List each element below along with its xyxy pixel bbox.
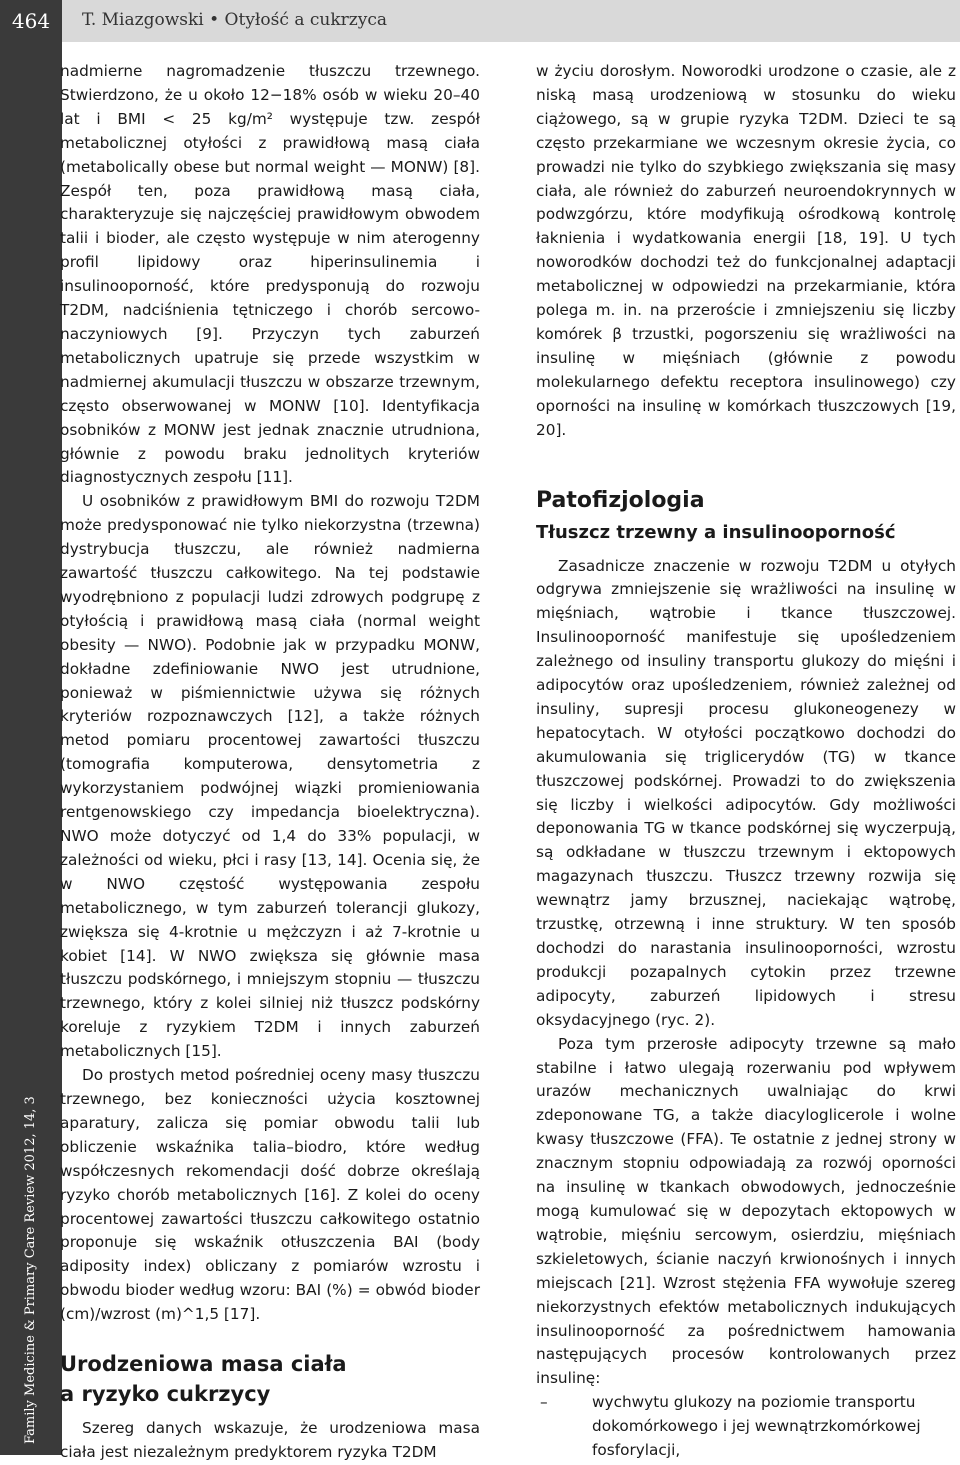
section-heading-line: a ryzyko cukrzycy [60, 1382, 271, 1407]
section-heading [60, 1349, 480, 1409]
right-column [536, 60, 956, 1463]
section-heading: Patofizjologia [536, 487, 705, 513]
paragraph: U osobników z prawidłowym BMI do rozwoju T2DM może predysponować nie tylko niekorzystna (trzewna) dystrybucja tłuszczu, ale również nadmierna zawartość tłuszczu całkowitego. Na tej podstawie wyodrębniono z populacji ludzi zdrowych podgrupę z otyłością i prawidłową masą ciała (normal weight obesity — NWO). Podobnie jak w przypadku MONW, dokładne zdefiniowanie NWO jest utrudnione, ponieważ w piśmiennictwie używa się różnych kryteriów rozpoznawczych [12], a także różnych metod pomiaru procentowej zawartości tłuszczu (tomografia komputerowa, densytometria z wykorzystaniem podwójnej wiązki promieniowania rentgenowskiego czy impedancja bioelektryczna). NWO może dotyczyć od 1,4 do 33% populacji, w zależności od wieku, płci i rasy [13, 14]. Ocenia się, że w NWO częstość występowania zespołu metabolicznego, w tym zaburzeń tolerancji glukozy, zwiększa się 4-krotnie u mężczyzn i aż 7-krotnie u kobiet [14]. W NWO zwiększa się głównie masa tłuszczu podskórnego, i mniejszym stopniu — tłuszczu trzewnego, który z kolei silniej niż tłuszcz podskórny koreluje z ryzykiem T2DM i innych zaburzeń metabolicznych [15]. [60, 492, 480, 1061]
list-item [536, 1391, 956, 1463]
paragraph: Szereg danych wskazuje, że urodzeniowa masa ciała jest niezależnym predyktorem ryzyka T2DM [60, 1419, 480, 1461]
section-heading-line: Urodzeniowa masa ciała [60, 1352, 347, 1377]
paragraph: nadmierne nagromadzenie tłuszczu trzewnego. Stwierdzono, że u około 12−18% osób w wieku 20–40 lat i BMI < 25 kg/m² występuje tzw. zespół metabolicznej otyłości z prawidłową masą ciała (metabolically obese but normal weight — MONW) [8]. Zespół ten, poza prawidłową masą ciała, charakteryzuje się najczęściej prawidłowym obwodem talii i bioder, ale często występuje w nim aterogenny profil lipidowy oraz hiperinsulinemia i insulinooporność, które predysponują do rozwoju T2DM, nadciśnienia tętniczego i chorób sercowo-naczyniowych [9]. Przyczyn tych zaburzeń metabolicznych upatruje się przede wszystkim w nadmiernej akumulacji tłuszczu w obszarze trzewnym, często obserwowanej w MONW [10]. Identyfikacja osobników z MONW jest jednak znacznie utrudniona, głównie z powodu braku jednolitych kryteriów diagnostycznych zespołu [11]. [60, 62, 480, 487]
left-column [60, 60, 480, 1465]
paragraph: w życiu dorosłym. Noworodki urodzone o czasie, ale z niską masą urodzeniową w stosunku do wieku ciążowego, są w grupie ryzyka T2DM. Dzieci te są często przekarmiane we wczesnym okresie życia, co prowadzi nie tylko do szybkiego zwiększania się masy ciała, ale również do zaburzeń neuroendokrynnych w podwzgórzu, które modyfikują ośrodkową kontrolę łaknienia i wydatkowania energii [18, 19]. U tych noworodków dochodzi też do funkcjonalnej adaptacji metabolicznej w odpowiedzi na przekarmianie, która polega m. in. na przeroście i zmniejszeniu się liczby komórek β trzustki, pogorszeniu się wrażliwości na insulinę w mięśniach (głównie z powodu molekularnego defektu receptora insulinowego) czy oporności na insulinę w komórkach tłuszczowych [19, 20]. [536, 62, 956, 439]
paragraph: Zasadnicze znaczenie w rozwoju T2DM u otyłych odgrywa zmniejszenie się wrażliwości na insulinę w mięśniach, wątrobie i tkance tłuszczowej. Insulinooporność manifestuje się upośledzeniem zależnego od insuliny transportu glukozy do mięśni i adipocytów oraz upośledzeniem, również zależnej od insuliny, supresji procesu glukoneogenezy w hepatocytach. W otyłości początkowo dochodzi do akumulowania się triglicerydów (TG) w tkance tłuszczowej podskórnej. Prowadzi to do zwiększenia się liczby i wielkości adipocytów. Gdy możliwości deponowania TG w tkance podskórnej się wyczerpują, są odkładane w tłuszczu trzewnym i ektopowych magazynach tłuszczu. Tłuszcz trzewny rozwija się wewnątrz jamy brzusznej, naciekając wątrobę, trzustkę, otrzewną i inne struktury. W ten sposób dochodzi do narastania insulinooporności, wzrostu produkcji pozapalnych cytokin przez trzewne adipocyty, zaburzeń lipidowych i stresu oksydacyjnego (ryc. 2). [536, 556, 956, 1029]
list-item-text: wychwytu glukozy na poziomie transportu dokomórkowego i jej wewnątrzkomórkowej fosforylacji, [592, 1393, 921, 1460]
running-head-bar [62, 0, 960, 42]
bullet-list [536, 1391, 956, 1463]
subsection-heading: Tłuszcz trzewny a insulinooporność [536, 521, 896, 543]
page-number: 464 [0, 0, 62, 42]
dash-marker: – [540, 1393, 548, 1412]
running-head: T. Miazgowski • Otyłość a cukrzyca [82, 10, 387, 30]
paragraph: Poza tym przerosłe adipocyty trzewne są mało stabilne i łatwo ulegają rozerwaniu pod wpływem urazów mechanicznych uwalniając do krwi zdeponowane TG, a także diacyloglicerole i wolne kwasy tłuszczowe (FFA). Te ostatnie z jednej strony w znacznym stopniu odpowiadają za rozwój oporności na insulinę w tkankach obwodowych, jednocześnie mogą kumulować się w depozytach ektopowych w wątrobie, mięśniu sercowym, osierdziu, mięśniach szkieletowych, ścianie naczyń krwionośnych i innych miejscach [21]. Wzrost stężenia FFA wywołuje szereg niekorzystnych efektów metabolicznych indukujących insulinooporność za pośrednictwem hamowania następujących procesów kontrolowanych przez insulinę: [536, 1034, 956, 1388]
journal-citation: Family Medicine & Primary Care Review 2012, 14, 3 [23, 1096, 38, 1444]
page-header [0, 0, 960, 42]
paragraph: Do prostych metod pośredniej oceny masy tłuszczu trzewnego, bez konieczności użycia kosztownej aparatury, zalicza się pomiar obwodu talii lub obliczenie wskaźnika talia–biodro, które według współczesnych rekomendacji dość dobrze określają ryzyko chorób metabolicznych [16]. Z kolei do oceny procentowej zawartości tłuszczu całkowitego ostatnio proponuje się wskaźnik otłuszczenia BAI (body adiposity index) obliczany z pomiarów wzrostu i obwodu bioder według wzoru: BAI (%) = obwód bioder (cm)/wzrost (m)^1,5 [17]. [60, 1066, 480, 1324]
